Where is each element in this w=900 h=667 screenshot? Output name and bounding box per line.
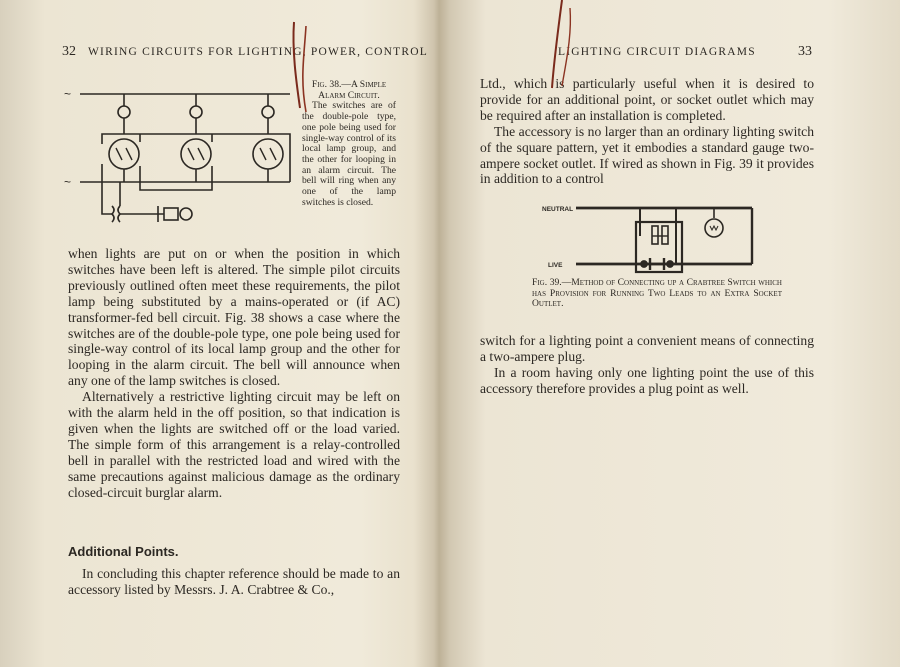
left-additional-points xyxy=(68,544,400,598)
left-paragraph-2: Alternatively a restrictive lighting circuit may be left on with the alarm held in the off position, so that indication is given when the lights are switched off or the load varied. The simple form of this arrangement is a relay-controlled bell in parallel with the restricted load and wired with the same precautions against malicious damage as the ordinary closed-circuit burglar alarm. xyxy=(68,389,400,500)
socket-pin-2 xyxy=(662,226,668,244)
socket-pin-1 xyxy=(652,226,658,244)
lamp xyxy=(705,219,723,237)
live-label: LIVE xyxy=(548,262,563,269)
fig-39-caption-label: Fig. 39. xyxy=(532,277,562,288)
supply-symbol-bottom: ~ xyxy=(64,175,72,189)
right-paragraph-1: Ltd., which is particularly useful when it is desired to provide for an additional point, or socket outlet which may be required after an installation is completed. xyxy=(480,76,814,123)
lamp-3 xyxy=(262,106,274,118)
left-closing-paragraph: In concluding this chapter reference should be made to an accessory listed by Messrs. J. A. Crabtree & Co., xyxy=(68,565,400,597)
running-head-left: WIRING CIRCUITS FOR LIGHTING, POWER, CONTROL xyxy=(88,46,428,58)
fig-39-crabtree-switch-diagram xyxy=(540,196,766,278)
bell xyxy=(164,208,178,220)
lamp-1 xyxy=(118,106,130,118)
page-number-right: 33 xyxy=(798,44,812,59)
bell-gong xyxy=(180,208,192,220)
lamp-2 xyxy=(190,106,202,118)
switch-1 xyxy=(109,139,139,169)
right-paragraph-4: In a room having only one lighting point the use of this accessory therefore provides a plug point as well. xyxy=(480,364,814,396)
fig-38-alarm-circuit-diagram xyxy=(62,82,302,242)
fig-38-caption-body: The switches are of the double-pole type, one pole being used for single-way control of its local lamp group, and the other for looping in an alarm circuit. The bell will ring when any one of the lamp switches is closed. xyxy=(302,100,396,208)
fig-39-caption xyxy=(532,278,782,310)
supply-symbol-top: ~ xyxy=(64,87,72,101)
switch-2 xyxy=(181,139,211,169)
right-body-top xyxy=(480,76,814,187)
left-body-text xyxy=(68,246,400,501)
left-paragraph-1: when lights are put on or when the position in which switches have been left is altered. The simple pilot circuits previously outlined often meet these requirements, the pilot lamp being substituted by a mains-operated or (if AC) transformer-fed bell circuit. Fig. 38 shows a case where the switches are of the double-pole type, one pole being used for single-way control of its local lamp group and the other for looping in the alarm circuit. The bell will announce when any one of the lamp switches is closed. xyxy=(68,246,400,389)
right-paragraph-3: switch for a lighting point a convenient means of connecting a two-ampere plug. xyxy=(480,333,814,364)
left-page xyxy=(0,0,438,667)
switch-3 xyxy=(253,139,283,169)
fig-38-caption-label: Fig. 38. xyxy=(311,79,342,90)
right-paragraph-2: The accessory is no larger than an ordinary lighting switch of the square pattern, yet it embodies a standard gauge two-ampere socket outlet. If wired as shown in Fig. 39 it provides in addition to a control xyxy=(480,123,814,187)
right-body-bottom xyxy=(480,333,814,397)
right-page xyxy=(450,0,900,667)
fig-38-caption-title: —A Simple Alarm Circuit. xyxy=(318,79,387,101)
transformer xyxy=(112,206,120,222)
page-number-left: 32 xyxy=(62,44,76,59)
fig-39-caption-title: —Method of Connecting up a Crabtree Switch which has Provision for Running Two Leads to an Extra Socket Outlet. xyxy=(532,277,782,310)
section-heading: Additional Points. xyxy=(68,544,179,559)
neutral-label: NEUTRAL xyxy=(542,206,574,213)
fig-38-caption xyxy=(302,80,396,208)
running-head-right: LIGHTING CIRCUIT DIAGRAMS xyxy=(558,46,756,58)
